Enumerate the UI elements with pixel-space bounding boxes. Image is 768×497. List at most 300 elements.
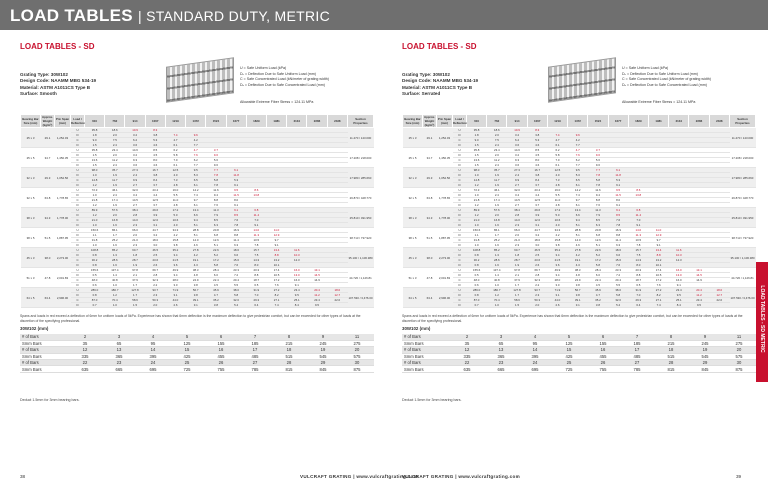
- table-cell: 5.1: [186, 223, 206, 228]
- table-cell: 2.0: [145, 303, 165, 308]
- table-cell: 7.6: [588, 203, 608, 208]
- table-cell: 5.6: [588, 158, 608, 163]
- col-load: Load / Deflection: [453, 115, 467, 128]
- table-cell: 8.8: [648, 253, 668, 258]
- top-banner: [0, 0, 768, 30]
- table-cell: 14.0: [568, 238, 588, 243]
- table-cell: 2.4: [105, 193, 125, 198]
- table-cell: 11.7: [105, 178, 125, 183]
- table-cell: 1.9: [105, 173, 125, 178]
- table-cell: 7.6: [226, 263, 246, 268]
- table-cell: 3.4: [125, 193, 145, 198]
- pnl-span: 1,778.65: [55, 188, 71, 208]
- table-cell: 3.7: [145, 203, 165, 208]
- table-cell: 245: [688, 340, 722, 346]
- table-cell: 31.8: [467, 238, 487, 243]
- table-cell: 13.0: [287, 273, 307, 278]
- table-cell: 17.4: [266, 268, 286, 273]
- table-cell: 12: [68, 347, 102, 353]
- table-cell: 6.1: [547, 163, 567, 168]
- table-cell: 11.3: [588, 208, 608, 213]
- table-cell: 71.9: [165, 288, 185, 293]
- table-cell: 7.4: [266, 303, 286, 308]
- table-cell: 3.9: [145, 213, 165, 218]
- table-cell: 11.3: [628, 233, 648, 238]
- table-cell: 23.4: [527, 188, 547, 193]
- table-cell: 9.7: [648, 238, 668, 243]
- table-cell: 97.8: [125, 268, 145, 273]
- bar-size: 25 x 3: [21, 128, 41, 148]
- table-cell: 8.8: [226, 233, 246, 238]
- table-cell: 8.4: [287, 303, 307, 308]
- weight: 51.5: [423, 228, 437, 248]
- table-cell: 23: [102, 360, 136, 366]
- table-cell: 4.7: [165, 138, 185, 143]
- load-label: D: [453, 163, 467, 168]
- table-cell: 8.4: [669, 303, 689, 308]
- table-cell: 26: [204, 360, 238, 366]
- table-cell: 5.5: [608, 283, 628, 288]
- table-cell: 9.7: [186, 198, 206, 203]
- table-cell: 7.7: [568, 143, 588, 148]
- surface: Surface: Smooth: [20, 91, 57, 97]
- table-cell: 16.7: [527, 168, 547, 173]
- table-cell: 7.0: [246, 218, 266, 223]
- col-span: 610: [467, 115, 487, 128]
- table-cell: [327, 303, 347, 308]
- table-cell: 32.0: [608, 298, 628, 303]
- table-cell: 27.2: [648, 288, 668, 293]
- table-cell: 108.8: [467, 248, 487, 253]
- table-cell: 2.8: [125, 213, 145, 218]
- table-cell: 28.4: [588, 268, 608, 273]
- table-cell: 3.8: [568, 283, 588, 288]
- table-cell: 28.0: [165, 278, 185, 283]
- table-cell: 3.6: [125, 143, 145, 148]
- table-cell: 19.1: [186, 258, 206, 263]
- table-cell: 26: [586, 360, 620, 366]
- table-cell: 2: [68, 334, 102, 340]
- load-label: C: [453, 138, 467, 143]
- table-cell: 35.8: [85, 148, 105, 153]
- table-cell: 0.8: [467, 293, 487, 298]
- table-cell: 3.0: [145, 243, 165, 248]
- pnl-span: 1,052.56: [55, 168, 71, 188]
- table-cell: 97.8: [507, 268, 527, 273]
- table-cell: 11.4: [608, 238, 628, 243]
- bar-size: 38 x 3: [403, 208, 423, 228]
- table-cell: 9.4: [588, 193, 608, 198]
- load-label: D: [71, 303, 85, 308]
- table-cell: 87.0: [467, 298, 487, 303]
- table-cell: 2.5: [527, 253, 547, 258]
- table-cell: 10.3: [669, 253, 689, 258]
- col-span: 1829: [628, 115, 648, 128]
- table-cell: 25.1: [287, 298, 307, 303]
- table-cell: 8.5: [145, 148, 165, 153]
- table-cell: 4.6: [568, 243, 588, 248]
- table-cell: 8.2: [648, 293, 668, 298]
- table-cell: 35.2: [547, 248, 567, 253]
- table-cell: 2.0: [487, 153, 507, 158]
- table-cell: 32.0: [125, 188, 145, 193]
- table-cell: 7.5: [105, 138, 125, 143]
- table-cell: 9.5: [287, 293, 307, 298]
- table-cell: 11.5: [226, 193, 246, 198]
- load-label: D: [453, 183, 467, 188]
- table-cell: 12: [450, 347, 484, 353]
- table-cell: 10.1: [648, 263, 668, 268]
- table-cell: 40.8: [487, 278, 507, 283]
- table-cell: 0.5: [467, 273, 487, 278]
- table-cell: 29: [688, 360, 722, 366]
- table-cell: 6.1: [165, 143, 185, 148]
- table-cell: 155: [204, 340, 238, 346]
- load-label: U: [71, 128, 85, 133]
- table-cell: 7.5: [487, 138, 507, 143]
- table-cell: Smm Bars: [20, 340, 68, 346]
- table-cell: 9.5: [608, 188, 628, 193]
- table-cell: 1.9: [507, 263, 527, 268]
- table-cell: 93.7: [527, 288, 547, 293]
- table-cell: 14.5: [125, 198, 145, 203]
- table-cell: 6.3: [206, 223, 226, 228]
- table-cell: 12.5: [145, 198, 165, 203]
- table-cell: 21.0: [85, 218, 105, 223]
- table-cell: 2.0: [125, 233, 145, 238]
- bar-size: 32 x 5: [403, 188, 423, 208]
- load-label: D: [453, 133, 467, 138]
- table-cell: 45.9: [206, 288, 226, 293]
- table-cell: 38.0: [608, 288, 628, 293]
- table-cell: 185: [238, 340, 272, 346]
- table-cell: 9.5: [669, 293, 689, 298]
- table-cell: 29.6: [527, 208, 547, 213]
- pnl-span: 1,252.03: [55, 128, 71, 148]
- table-cell: 14.0: [628, 228, 648, 233]
- table-cell: 13.6: [85, 158, 105, 163]
- table-cell: 3.1: [568, 303, 588, 308]
- table-cell: 23.4: [145, 188, 165, 193]
- table-cell: 7.4: [186, 193, 206, 198]
- load-label: D: [71, 223, 85, 228]
- table-cell: 31.9: [246, 288, 266, 293]
- table-cell: 2.0: [105, 153, 125, 158]
- load-label: D: [453, 303, 467, 308]
- table-cell: 5.5: [547, 193, 567, 198]
- table-cell: 11.4: [226, 238, 246, 243]
- section-props: 17.980 / 285.660: [730, 168, 756, 188]
- table-cell: 12.5: [547, 168, 567, 173]
- table-cell: 2.1: [125, 273, 145, 278]
- table-cell: 23.4: [689, 298, 709, 303]
- table-cell: 7.0: [628, 293, 648, 298]
- right-footer-brand: [402, 474, 520, 479]
- table-cell: 95: [136, 340, 170, 346]
- table-cell: 7: [238, 334, 272, 340]
- table-cell: 137.4: [105, 268, 125, 273]
- table-cell: 9.3: [507, 158, 527, 163]
- table-cell: 9.6: [186, 133, 206, 138]
- load-label: D: [453, 193, 467, 198]
- table-cell: 4.2: [186, 253, 206, 258]
- load-label: U: [71, 288, 85, 293]
- table-cell: 9.9: [125, 178, 145, 183]
- table-cell: 425: [552, 353, 586, 359]
- table-cell: 1.0: [105, 303, 125, 308]
- table-cell: 7.8: [608, 223, 628, 228]
- section-props: 17.208 / 218.000: [730, 148, 756, 168]
- col-span: 1372: [568, 115, 588, 128]
- table-cell: 1.9: [105, 183, 125, 188]
- col-span: 1524: [206, 115, 226, 128]
- legend: [240, 66, 329, 104]
- table-cell: 3.8: [527, 133, 547, 138]
- col-load: Load / Deflection: [71, 115, 85, 128]
- table-cell: 695: [136, 366, 170, 372]
- table-cell: 12.6: [588, 238, 608, 243]
- table-cell: 5.1: [206, 243, 226, 248]
- table-cell: 21.0: [467, 218, 487, 223]
- table-cell: 6.8: [206, 233, 226, 238]
- table-cell: 150.6: [467, 228, 487, 233]
- table-cell: 4.7: [206, 293, 226, 298]
- table-cell: 9.1: [226, 203, 246, 208]
- table-cell: 0.7: [85, 303, 105, 308]
- table-cell: 2.0: [507, 233, 527, 238]
- table-cell: 2.8: [507, 213, 527, 218]
- table-cell: 3.0: [527, 243, 547, 248]
- table-cell: 1.0: [467, 243, 487, 248]
- col-span: 1981: [648, 115, 668, 128]
- table-cell: 545: [688, 353, 722, 359]
- table-cell: 85.2: [105, 248, 125, 253]
- table-cell: 3.2: [145, 233, 165, 238]
- table-cell: 46.5: [527, 248, 547, 253]
- table-cell: 8.5: [608, 213, 628, 218]
- table-cell: 16.8: [105, 218, 125, 223]
- table-cell: 29.6: [145, 208, 165, 213]
- table-cell: 6.2: [165, 148, 185, 153]
- table-cell: 2.1: [507, 273, 527, 278]
- table-cell: 71.9: [547, 288, 567, 293]
- table-cell: 16.0: [165, 188, 185, 193]
- load-label: D: [453, 203, 467, 208]
- section-props: 44.720 / 1,126.81: [730, 268, 756, 288]
- table-cell: 16: [586, 347, 620, 353]
- table-cell: 2.8: [145, 273, 165, 278]
- table-cell: 4.0: [547, 173, 567, 178]
- load-label: U: [453, 128, 467, 133]
- table-cell: 20.8: [588, 228, 608, 233]
- table-cell: 18.0: [709, 288, 729, 293]
- table-cell: 4.4: [145, 193, 165, 198]
- table-cell: 4.2: [547, 233, 567, 238]
- table-cell: 8.2: [266, 293, 286, 298]
- table-cell: 17.4: [487, 198, 507, 203]
- table-cell: 8.0: [246, 263, 266, 268]
- table-cell: 35: [68, 340, 102, 346]
- table-cell: 23.4: [307, 298, 327, 303]
- table-cell: 57.6: [487, 208, 507, 213]
- table-cell: # of Bars: [20, 360, 68, 366]
- table-cell: 7.6: [266, 283, 286, 288]
- table-cell: 14.0: [125, 218, 145, 223]
- table-cell: 2.4: [487, 143, 507, 148]
- table-cell: 30.2: [467, 258, 487, 263]
- table-cell: 2.8: [527, 273, 547, 278]
- weight: 63.8: [41, 188, 55, 208]
- table-cell: 1.6: [487, 243, 507, 248]
- table-cell: 1.6: [487, 223, 507, 228]
- col-weight: Approx. Weight (kg/m²): [424, 115, 435, 127]
- table-cell: 7.6: [568, 153, 588, 158]
- table-cell: 7.7: [568, 163, 588, 168]
- table-cell: 7.7: [206, 168, 226, 173]
- table-cell: 4.0: [165, 223, 185, 228]
- table-cell: 8.5: [206, 218, 226, 223]
- table-cell: 725: [552, 366, 586, 372]
- table-cell: 21.0: [125, 238, 145, 243]
- table-cell: 9.6: [588, 153, 608, 158]
- table-cell: 38.4: [125, 208, 145, 213]
- table-cell: 14.9: [689, 278, 709, 283]
- table-cell: 2.7: [125, 183, 145, 188]
- table-cell: 365: [102, 353, 136, 359]
- table-cell: # of Bars: [402, 347, 450, 353]
- table-cell: 27.8: [186, 248, 206, 253]
- table-cell: 1.0: [85, 223, 105, 228]
- table-cell: 12.7: [709, 293, 729, 298]
- table-cell: 5.8: [226, 293, 246, 298]
- table-cell: 9.6: [206, 153, 226, 158]
- table-cell: 17.2: [206, 258, 226, 263]
- table-cell: 27.8: [568, 248, 588, 253]
- table-cell: 27: [620, 360, 654, 366]
- table-cell: 11.0: [266, 228, 286, 233]
- table-cell: 2.2: [527, 283, 547, 288]
- table-cell: 9.5: [307, 303, 327, 308]
- load-label: D: [71, 283, 85, 288]
- table-cell: 14.2: [568, 188, 588, 193]
- table-row: [402, 366, 756, 372]
- table-cell: 25.2: [105, 238, 125, 243]
- table-cell: 32.3: [527, 278, 547, 283]
- table-cell: 5: [170, 334, 204, 340]
- col-span: 1219: [547, 115, 567, 128]
- table-cell: 180.7: [105, 288, 125, 293]
- table-cell: 2.4: [105, 163, 125, 168]
- load-label: D: [453, 273, 467, 278]
- table-cell: 5.6: [206, 158, 226, 163]
- table-cell: 3.7: [527, 203, 547, 208]
- table-cell: 4.8: [547, 203, 567, 208]
- weight: 47.8: [423, 268, 437, 288]
- table-cell: 2.7: [125, 203, 145, 208]
- surface: Surface: Serrated: [402, 91, 441, 97]
- table-cell: 16.9: [226, 228, 246, 233]
- table-cell: 34.3: [165, 228, 185, 233]
- table-cell: 22: [450, 360, 484, 366]
- table-cell: 27.3: [507, 168, 527, 173]
- table-cell: 1.8: [125, 253, 145, 258]
- table-cell: 5.3: [145, 138, 165, 143]
- table-cell: 785: [238, 366, 272, 372]
- table-cell: 2.2: [145, 283, 165, 288]
- table-cell: 6.1: [547, 143, 567, 148]
- table-cell: 11.2: [307, 293, 327, 298]
- col-span: 914: [125, 115, 145, 128]
- section-props: 38.713 / 737.920: [348, 228, 374, 248]
- table-cell: 11.4: [246, 213, 266, 218]
- table-cell: 3.8: [165, 243, 185, 248]
- col-span: 1067: [145, 115, 165, 128]
- table-cell: 25: [552, 360, 586, 366]
- table-cell: 845: [306, 366, 340, 372]
- table-cell: 14: [136, 347, 170, 353]
- load-label: D: [71, 153, 85, 158]
- load-label: C: [453, 278, 467, 283]
- col-span: 1677: [608, 115, 628, 128]
- table-cell: 4.5: [206, 283, 226, 288]
- table-cell: 5.8: [547, 153, 567, 158]
- table-cell: 6.4: [628, 303, 648, 308]
- load-label: D: [453, 243, 467, 248]
- table-cell: 455: [586, 353, 620, 359]
- table-cell: 1.0: [85, 243, 105, 248]
- table-cell: 11.4: [628, 213, 648, 218]
- table-cell: 3.8: [186, 283, 206, 288]
- table-cell: 35.7: [487, 168, 507, 173]
- load-label: C: [71, 218, 85, 223]
- table-cell: 11.2: [105, 158, 125, 163]
- col-span: 1219: [165, 115, 185, 128]
- table-cell: 14.6: [507, 148, 527, 153]
- col-pnl: Pnl. Span (mm): [55, 115, 71, 128]
- legend: [622, 66, 711, 104]
- table-cell: 1.9: [125, 263, 145, 268]
- table-cell: 85.2: [487, 248, 507, 253]
- footer-brand-right: VULCRAFT GRATING | www.vulcraftgrating.com: [402, 474, 521, 479]
- table-cell: 0.8: [85, 253, 105, 258]
- table-cell: 6.3: [226, 243, 246, 248]
- table-cell: 15: [552, 347, 586, 353]
- weight: 51.5: [41, 228, 55, 248]
- table-cell: 3.6: [507, 143, 527, 148]
- table-cell: 65: [484, 340, 518, 346]
- table-cell: 8.8: [588, 198, 608, 203]
- table-cell: 6.2: [568, 158, 588, 163]
- footer-brand-left: VULCRAFT GRATING | www.vulcraftgrating.com: [300, 474, 419, 479]
- table-cell: 14.8: [467, 178, 487, 183]
- bar-size: 38 x 5: [21, 228, 41, 248]
- weight: 63.8: [423, 188, 437, 208]
- section-props: 35.100 / 1,106.380: [348, 248, 374, 268]
- table-cell: 13.4: [648, 248, 668, 253]
- table-cell: # of Bars: [402, 334, 450, 340]
- load-label: D: [71, 253, 85, 258]
- grating-type: Grating Type: 30W102: [402, 72, 450, 77]
- table-cell: 13: [102, 347, 136, 353]
- table-cell: 1.2: [85, 183, 105, 188]
- table-cell: 0.8: [85, 293, 105, 298]
- table-cell: 875: [340, 366, 374, 372]
- table-cell: 32.3: [145, 278, 165, 283]
- table-cell: 17: [238, 347, 272, 353]
- table-cell: 1.5: [85, 163, 105, 168]
- table-cell: 1.2: [85, 213, 105, 218]
- table-cell: 24.9: [186, 278, 206, 283]
